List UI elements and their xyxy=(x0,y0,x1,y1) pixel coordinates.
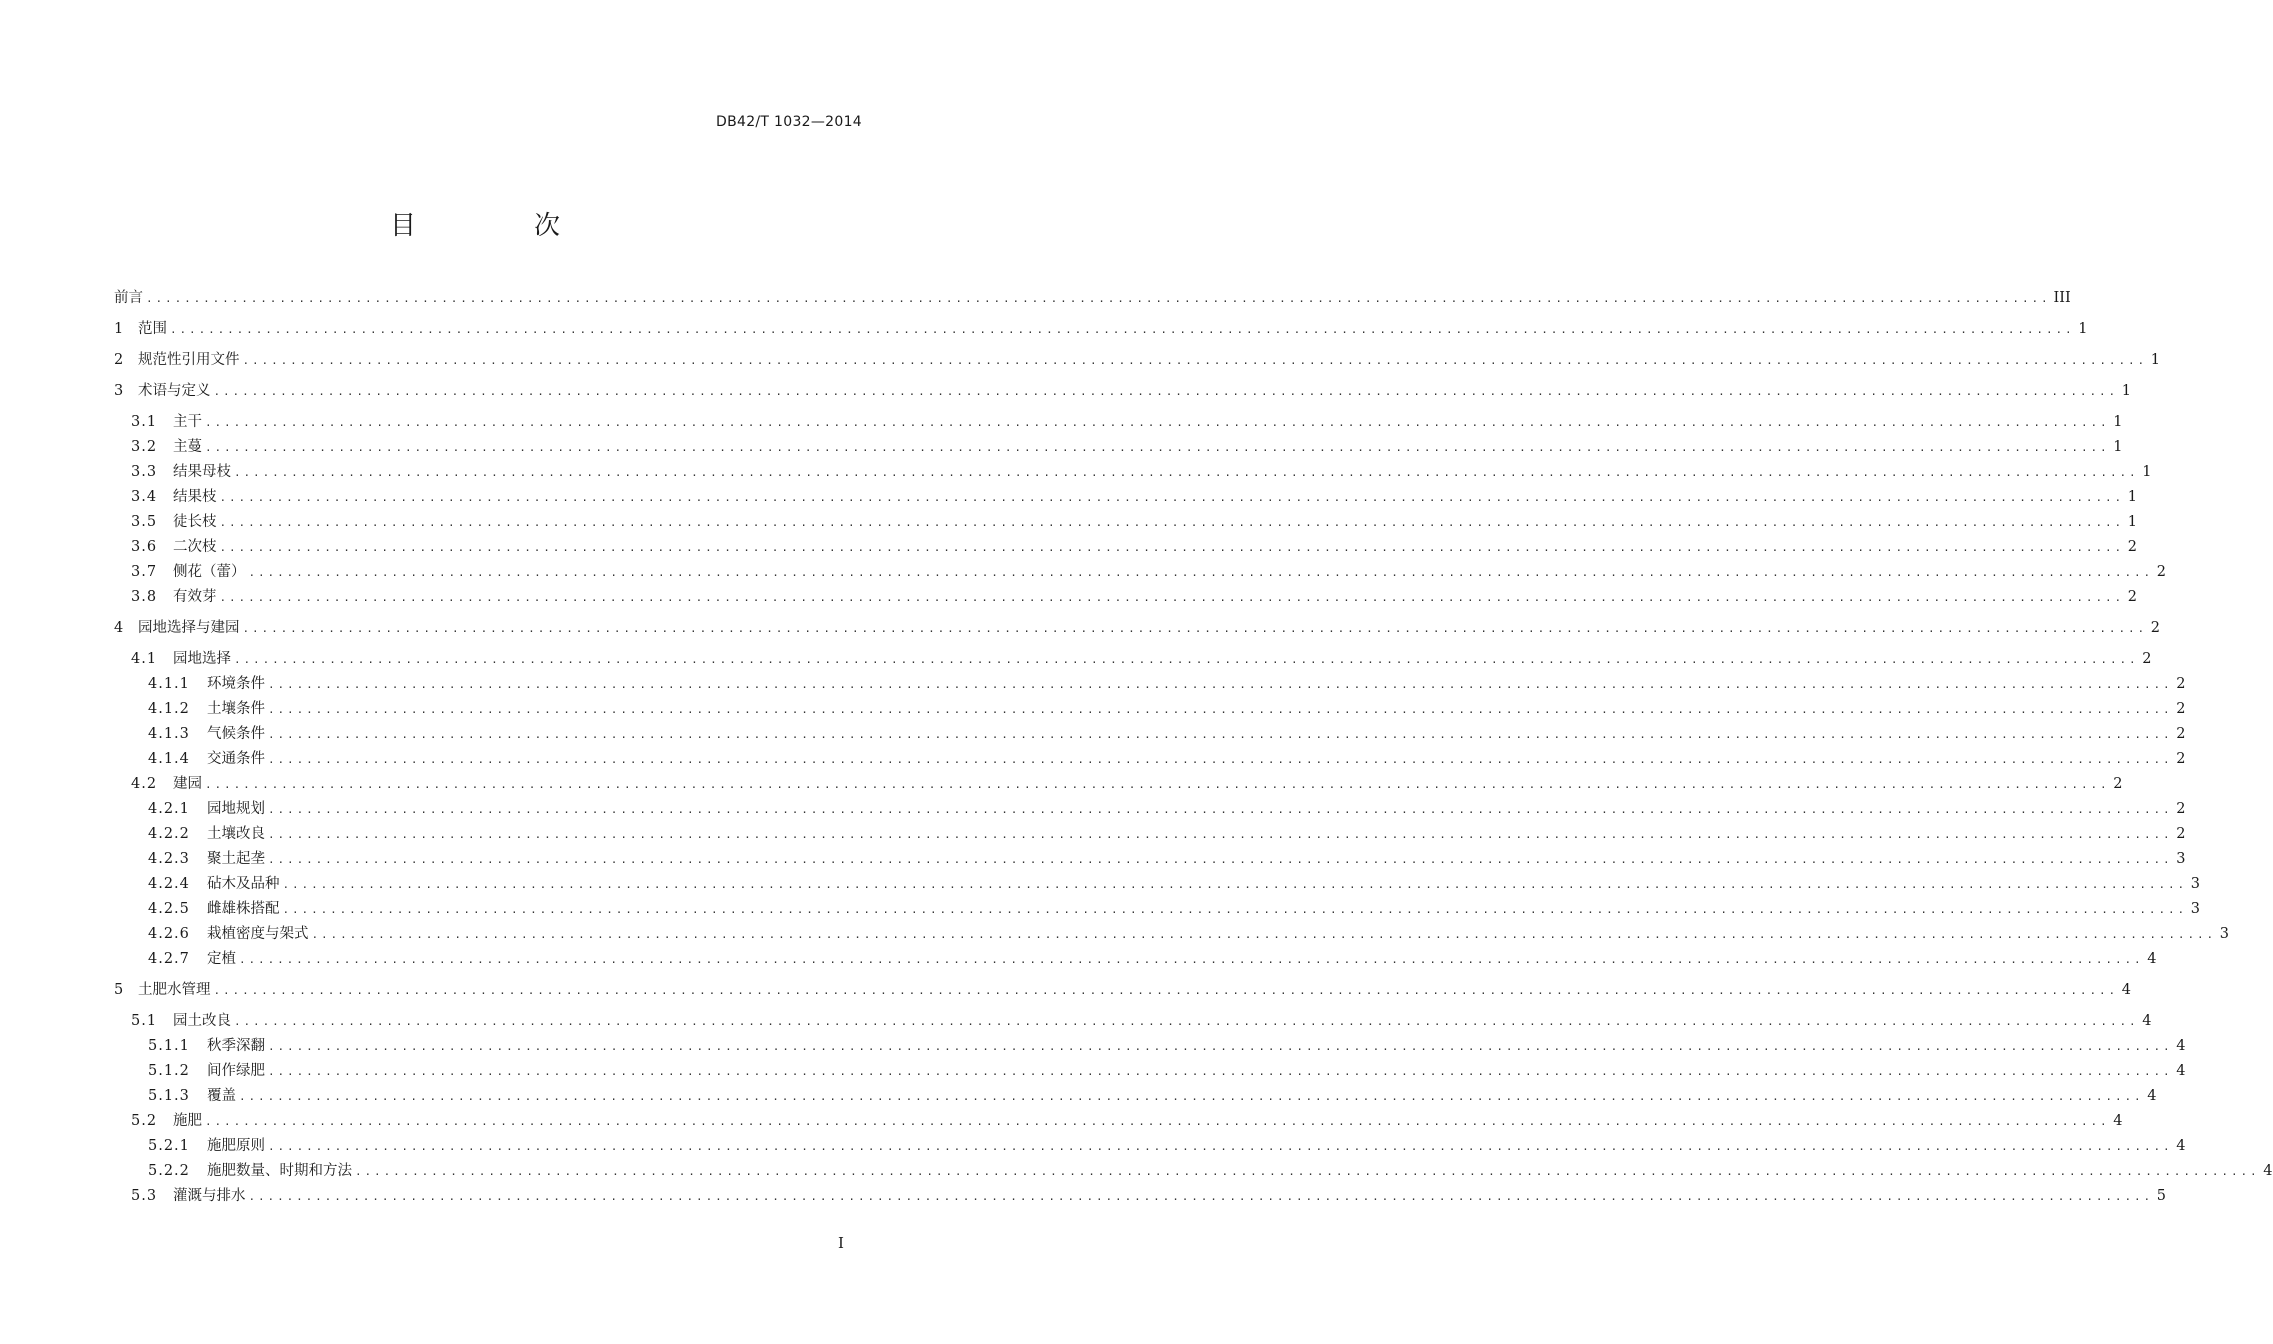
toc-entry-label: 建园 xyxy=(173,776,202,792)
toc-entry[interactable] xyxy=(114,1034,2186,1056)
toc-entry-number: 3 xyxy=(114,383,125,399)
toc-entry[interactable] xyxy=(114,1159,2273,1181)
dot-leader: ........................................................................................................................................................................................................ xyxy=(311,928,2217,941)
toc-entry[interactable] xyxy=(114,647,2152,669)
toc-entry-page: 5 xyxy=(2156,1188,2167,1204)
toc-title: 目 次 xyxy=(389,211,606,241)
dot-leader: ........................................................................................................................................................................................................ xyxy=(282,878,2188,891)
toc-entry-page: 1 xyxy=(2127,514,2138,530)
toc-entry-number: 5.2.1 xyxy=(148,1138,190,1154)
page-number: I xyxy=(838,1234,844,1252)
toc-entry-label: 园地规划 xyxy=(207,801,265,817)
toc-entry[interactable] xyxy=(114,1084,2157,1106)
toc-entry-number: 3.7 xyxy=(131,564,158,580)
toc-entry-label: 灌溉与排水 xyxy=(173,1188,246,1204)
document-code: DB42/T 1032—2014 xyxy=(716,114,862,130)
toc-entry-page: 1 xyxy=(2121,383,2132,399)
toc-entry[interactable] xyxy=(114,379,2132,401)
toc-entry-label: 主蔓 xyxy=(173,439,202,455)
toc-entry-label: 结果母枝 xyxy=(173,464,231,480)
toc-entry-number: 4.1.2 xyxy=(148,701,190,717)
toc-entry-number: 4 xyxy=(114,620,125,636)
dot-leader: ........................................................................................................................................................................................................ xyxy=(355,1165,2260,1178)
toc-entry-number: 4.2.7 xyxy=(148,951,190,967)
toc-entry[interactable] xyxy=(114,317,2088,339)
toc-entry[interactable] xyxy=(114,485,2138,507)
toc-entry-page: 2 xyxy=(2150,620,2161,636)
dot-leader: ........................................................................................................................................................................................................ xyxy=(213,984,2119,997)
toc-entry-page: 3 xyxy=(2190,876,2201,892)
dot-leader: ........................................................................................................................................................................................................ xyxy=(146,292,2051,305)
dot-leader: ........................................................................................................................................................................................................ xyxy=(239,953,2144,966)
toc-entry-number: 5.1.1 xyxy=(148,1038,190,1054)
toc-entry-number: 5.3 xyxy=(131,1188,158,1204)
toc-entry-page: 1 xyxy=(2078,321,2088,337)
toc-entry[interactable] xyxy=(114,286,2071,308)
toc-entry-page: 1 xyxy=(2142,464,2152,480)
toc-entry-label: 园土改良 xyxy=(173,1013,231,1029)
toc-entry[interactable] xyxy=(114,747,2186,769)
toc-entry-number: 5 xyxy=(114,982,125,998)
toc-entry[interactable] xyxy=(114,697,2186,719)
toc-entry-page: 2 xyxy=(2176,801,2186,817)
toc-entry-page: 4 xyxy=(2147,951,2157,967)
toc-entry-page: 4 xyxy=(2147,1088,2157,1104)
toc-entry-label: 定植 xyxy=(207,951,236,967)
dot-leader: ........................................................................................................................................................................................................ xyxy=(268,828,2173,841)
toc-entry-label: 土壤改良 xyxy=(207,826,265,842)
toc-entry-label: 栽植密度与架式 xyxy=(207,926,309,942)
dot-leader: ........................................................................................................................................................................................................ xyxy=(219,591,2125,604)
toc-entry-page: 2 xyxy=(2176,826,2186,842)
dot-leader: ........................................................................................................................................................................................................ xyxy=(205,778,2110,791)
dot-leader: ........................................................................................................................................................................................................ xyxy=(205,416,2110,429)
dot-leader: ........................................................................................................................................................................................................ xyxy=(282,903,2188,916)
toc-entry-page: 4 xyxy=(2113,1113,2123,1129)
toc-entry-label: 土壤条件 xyxy=(207,701,265,717)
toc-entry-label: 土肥水管理 xyxy=(138,982,211,998)
toc-entry-page: 4 xyxy=(2176,1063,2186,1079)
dot-leader: ........................................................................................................................................................................................................ xyxy=(239,1090,2144,1103)
dot-leader: ........................................................................................................................................................................................................ xyxy=(268,678,2173,691)
dot-leader: ........................................................................................................................................................................................................ xyxy=(248,1190,2154,1203)
toc-entry-label: 结果枝 xyxy=(173,489,217,505)
toc-entry[interactable] xyxy=(114,872,2201,894)
toc-entry-label: 前言 xyxy=(114,290,143,306)
toc-entry[interactable] xyxy=(114,510,2138,532)
toc-entry-label: 施肥 xyxy=(173,1113,202,1129)
toc-entry-page: 2 xyxy=(2176,726,2186,742)
toc-entry-label: 雌雄株搭配 xyxy=(207,901,280,917)
dot-leader: ........................................................................................................................................................................................................ xyxy=(234,466,2139,479)
toc-entry-label: 交通条件 xyxy=(207,751,265,767)
toc-entry-label: 秋季深翻 xyxy=(207,1038,265,1054)
toc-entry-number: 5.1.3 xyxy=(148,1088,190,1104)
toc-entry-number: 3.1 xyxy=(131,414,158,430)
toc-entry-number: 5.2.2 xyxy=(148,1163,190,1179)
dot-leader: ........................................................................................................................................................................................................ xyxy=(268,1140,2173,1153)
toc-entry-number: 4.2.1 xyxy=(148,801,190,817)
toc-entry[interactable] xyxy=(114,1059,2186,1081)
toc-entry-label: 间作绿肥 xyxy=(207,1063,265,1079)
toc-entry-label: 主干 xyxy=(173,414,202,430)
toc-entry[interactable] xyxy=(114,435,2123,457)
toc-entry-page: 2 xyxy=(2142,651,2152,667)
toc-entry-label: 环境条件 xyxy=(207,676,265,692)
toc-entry-number: 3.2 xyxy=(131,439,158,455)
toc-entry-number: 4.2.3 xyxy=(148,851,190,867)
dot-leader: ........................................................................................................................................................................................................ xyxy=(219,491,2125,504)
toc-entry-number: 4.2.4 xyxy=(148,876,190,892)
toc-entry-number: 4.1.3 xyxy=(148,726,190,742)
toc-entry-number: 4.2.6 xyxy=(148,926,190,942)
toc-entry[interactable] xyxy=(114,947,2157,969)
toc-entry[interactable] xyxy=(114,847,2186,869)
dot-leader: ........................................................................................................................................................................................................ xyxy=(268,1065,2173,1078)
toc-entry[interactable] xyxy=(114,1009,2152,1031)
dot-leader: ........................................................................................................................................................................................................ xyxy=(268,853,2173,866)
toc-entry[interactable] xyxy=(114,585,2138,607)
toc-entry-page: 4 xyxy=(2176,1138,2186,1154)
toc-entry[interactable] xyxy=(114,1109,2123,1131)
toc-entry-number: 5.2 xyxy=(131,1113,158,1129)
toc-entry-label: 术语与定义 xyxy=(138,383,211,399)
toc-entry[interactable] xyxy=(114,460,2152,482)
toc-entry-page: 1 xyxy=(2113,414,2123,430)
toc-entry[interactable] xyxy=(114,822,2186,844)
toc-entry-label: 二次枝 xyxy=(173,539,217,555)
dot-leader: ........................................................................................................................................................................................................ xyxy=(242,622,2148,635)
toc-entry[interactable] xyxy=(114,797,2186,819)
toc-entry-number: 3.8 xyxy=(131,589,158,605)
toc-entry-number: 4.2 xyxy=(131,776,158,792)
dot-leader: ........................................................................................................................................................................................................ xyxy=(268,1040,2173,1053)
toc-entry-number: 2 xyxy=(114,352,125,368)
dot-leader: ........................................................................................................................................................................................................ xyxy=(248,566,2154,579)
toc-entry-page: 2 xyxy=(2113,776,2123,792)
toc-entry-number: 1 xyxy=(114,321,125,337)
toc-entry-page: 4 xyxy=(2142,1013,2152,1029)
toc-entry-label: 砧木及品种 xyxy=(207,876,280,892)
toc-entry-number: 4.1.1 xyxy=(148,676,190,692)
toc-entry-page: 3 xyxy=(2190,901,2201,917)
toc-entry-number: 5.1.2 xyxy=(148,1063,190,1079)
toc-entry-page: 3 xyxy=(2219,926,2230,942)
toc-entry-page: 1 xyxy=(2113,439,2123,455)
toc-entry-page: 2 xyxy=(2176,751,2186,767)
toc-entry-page: 1 xyxy=(2127,489,2138,505)
toc-entry-number: 4.1 xyxy=(131,651,158,667)
toc-entry-page: 2 xyxy=(2176,701,2186,717)
toc-entry-label: 徒长枝 xyxy=(173,514,217,530)
toc-entry-label: 园地选择与建园 xyxy=(138,620,240,636)
toc-entry-page: 2 xyxy=(2176,676,2186,692)
dot-leader: ........................................................................................................................................................................................................ xyxy=(268,728,2173,741)
dot-leader: ........................................................................................................................................................................................................ xyxy=(268,703,2173,716)
toc-entry-page: 2 xyxy=(2127,589,2138,605)
dot-leader: ........................................................................................................................................................................................................ xyxy=(234,1015,2139,1028)
dot-leader: ........................................................................................................................................................................................................ xyxy=(219,541,2125,554)
toc-entry[interactable] xyxy=(114,616,2161,638)
toc-entry[interactable] xyxy=(114,722,2186,744)
toc-entry[interactable] xyxy=(114,410,2123,432)
toc-entry-page: 4 xyxy=(2176,1038,2186,1054)
toc-entry-label: 聚土起垄 xyxy=(207,851,265,867)
toc-entry-page: 1 xyxy=(2150,352,2161,368)
dot-leader: ........................................................................................................................................................................................................ xyxy=(242,354,2148,367)
dot-leader: ........................................................................................................................................................................................................ xyxy=(234,653,2139,666)
toc-entry-label: 范围 xyxy=(138,321,167,337)
toc-entry[interactable] xyxy=(114,560,2167,582)
toc-entry-page: 4 xyxy=(2121,982,2132,998)
toc-entry[interactable] xyxy=(114,1134,2186,1156)
toc-entry[interactable] xyxy=(114,922,2230,944)
toc-entry-label: 覆盖 xyxy=(207,1088,236,1104)
dot-leader: ........................................................................................................................................................................................................ xyxy=(170,323,2075,336)
toc-entry-page: 2 xyxy=(2127,539,2138,555)
toc-entry[interactable] xyxy=(114,535,2138,557)
toc-entry-number: 3.5 xyxy=(131,514,158,530)
toc-entry-number: 4.2.2 xyxy=(148,826,190,842)
dot-leader: ........................................................................................................................................................................................................ xyxy=(219,516,2125,529)
toc-entry-label: 规范性引用文件 xyxy=(138,352,240,368)
toc-entry-number: 3.3 xyxy=(131,464,158,480)
toc-entry-label: 施肥原则 xyxy=(207,1138,265,1154)
dot-leader: ........................................................................................................................................................................................................ xyxy=(205,441,2110,454)
toc-entry-label: 气候条件 xyxy=(207,726,265,742)
dot-leader: ........................................................................................................................................................................................................ xyxy=(213,385,2119,398)
toc-entry-label: 园地选择 xyxy=(173,651,231,667)
toc-entry-number: 3.4 xyxy=(131,489,158,505)
toc-entry-label: 有效芽 xyxy=(173,589,217,605)
toc-entry-label: 施肥数量、时期和方法 xyxy=(207,1163,352,1179)
toc-entry-label: 侧花（蕾） xyxy=(173,564,246,580)
dot-leader: ........................................................................................................................................................................................................ xyxy=(268,803,2173,816)
toc-entry-page: III xyxy=(2053,290,2071,306)
toc-entry-page: 4 xyxy=(2263,1163,2273,1179)
toc-entry[interactable] xyxy=(114,348,2161,370)
toc-entry-page: 2 xyxy=(2156,564,2167,580)
toc-entry[interactable] xyxy=(114,897,2201,919)
toc-entry-number: 5.1 xyxy=(131,1013,158,1029)
toc-entry[interactable] xyxy=(114,1184,2167,1206)
toc-entry-page: 3 xyxy=(2176,851,2186,867)
toc-entry-number: 4.1.4 xyxy=(148,751,190,767)
dot-leader: ........................................................................................................................................................................................................ xyxy=(268,753,2173,766)
toc-entry-number: 4.2.5 xyxy=(148,901,190,917)
toc-entry[interactable] xyxy=(114,672,2186,694)
toc-entry[interactable] xyxy=(114,978,2132,1000)
toc-entry-number: 3.6 xyxy=(131,539,158,555)
dot-leader: ........................................................................................................................................................................................................ xyxy=(205,1115,2110,1128)
toc-entry[interactable] xyxy=(114,772,2123,794)
